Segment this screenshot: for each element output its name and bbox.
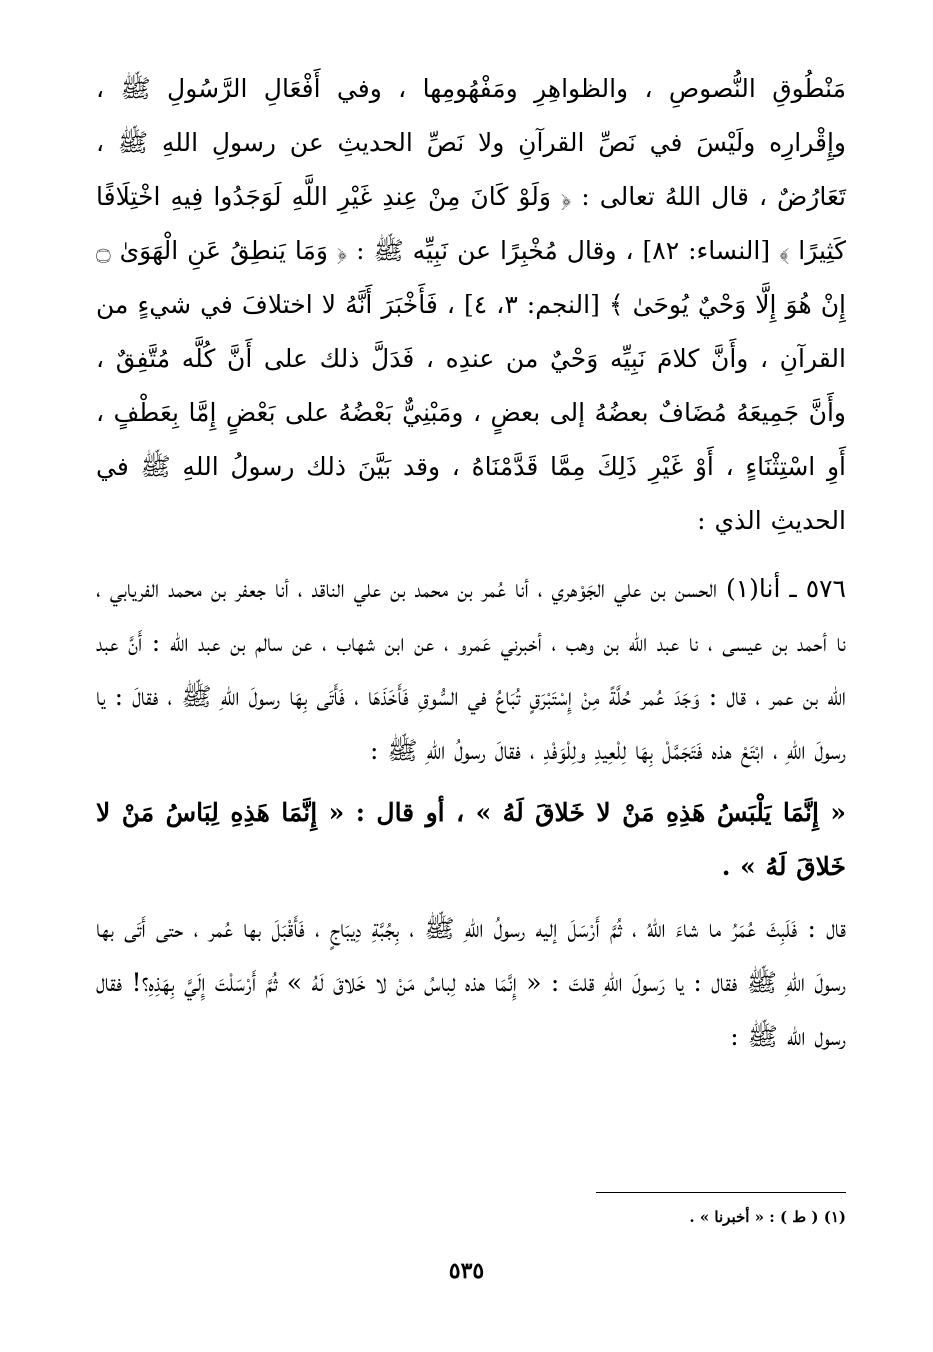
continuation-paragraph: قال : فَلَبِثَ عُمَرُ ما شاءَ اللهُ ، ثُمَّ أَرْسَلَ إليه رسولُ اللهِ ﷺ ، بِجُبَّةِ دِيبَاجٍ ، فَأَقْبَلَ بها عُمر ، حتى أَتَى بها رسولَ اللهِ ﷺ فقال : يا رَسولَ اللهِ قلتَ : « إِنَّمَا هذه لِباسُ مَنْ لا خَلاقَ لَهُ » ثُمَّ أَرْسَلْتَ إِلَيَّ بِهَذِهِ؟! فقال رسول الله ﷺ : xyxy=(96,914,846,1051)
footnote-divider xyxy=(596,1192,846,1193)
hadith-576-paragraph: ٥٧٦ ـ أنا(١) الحسن بن علي الجَوْهري ، أنا عُمر بن محمد بن علي الناقد ، أنا جعفر بن محمد الفريابي ، نا أحمد بن عيسى ، نا عبد الله بن وهب ، أخبرني عَمرو ، عن ابن شهاب ، عن سالم بن عبد الله : أَنَّ عبد الله بن عمر ، قال : وَجَدَ عُمر حُلَّةً مِنْ إِسْتَبْرَقٍ تُبَاعُ في السُّوقِ فَأَخَذَهَا ، فَأَتَى بِهَا رسولَ اللهِ ﷺ ، فقالَ : يا رسولَ اللهِ ، ابْتَعْ هذه فَتَجَمَّلْ بِهَا لِلْعِيدِ ولِلْوَفْدِ ، فقالَ رسولُ اللهِ ﷺ : xyxy=(96,574,846,765)
intro-paragraph: مَنْطُوقِ النُّصوصِ ، والظواهِرِ ومَفْهُومِها ، وفي أَفْعَالِ الرَّسُولِ ﷺ ، وإِقْرارِه ولَيْسَ في نَصِّ القرآنِ ولا نَصِّ الحديثِ عن رسولِ اللهِ ﷺ ، تَعَارُضٌ ، قال اللهُ تعالى : ﴿ وَلَوْ كَانَ مِنْ عِندِ غَيْرِ اللَّهِ لَوَجَدُوا فِيهِ اخْتِلَافًا كَثِيرًا ﴾ [النساء: ٨٢] ، وقال مُخْبِرًا عن نَبِيِّه ﷺ : ﴿ وَمَا يَنطِقُ عَنِ الْهَوَىٰ ۝ إِنْ هُوَ إِلَّا وَحْيٌ يُوحَىٰ ﴾ [النجم: ٣، ٤] ، فَأَخْبَرَ أَنَّهُ لا اختلافَ في شيءٍ من القرآنِ ، وأَنَّ كلامَ نَبِيِّه وَحْيٌ من عندِه ، فَدَلَّ ذلك على أَنَّ كُلَّه مُتَّفِقٌ ، وأَنَّ جَمِيعَهُ مُضَافٌ بعضُهُ إلى بعضٍ ، ومَبْنِيٌّ بَعْضُهُ على بَعْضٍ إِمَّا بِعَطْفٍ ، أَوِ اسْتِثْنَاءٍ ، أَوْ غَيْرِ ذَلِكَ مِمَّا قَدَّمْنَاهُ ، وقد بَيَّنَ ذلك رسولُ اللهِ ﷺ في الحديثِ الذي : xyxy=(96,74,846,535)
page-body xyxy=(96,62,846,1064)
footnote: (١) ( ط ) : « أخبرنا » . xyxy=(689,1208,846,1226)
page-number: ٥٣٥ xyxy=(448,1258,485,1284)
prophet-quote-paragraph: « إِنَّمَا يَلْبَسُ هَذِهِ مَنْ لا خَلاقَ لَهُ » ، أو قال : « إِنَّمَا هَذِهِ لِبَاسُ مَنْ لا خَلاقَ لَهُ » . xyxy=(96,798,846,881)
